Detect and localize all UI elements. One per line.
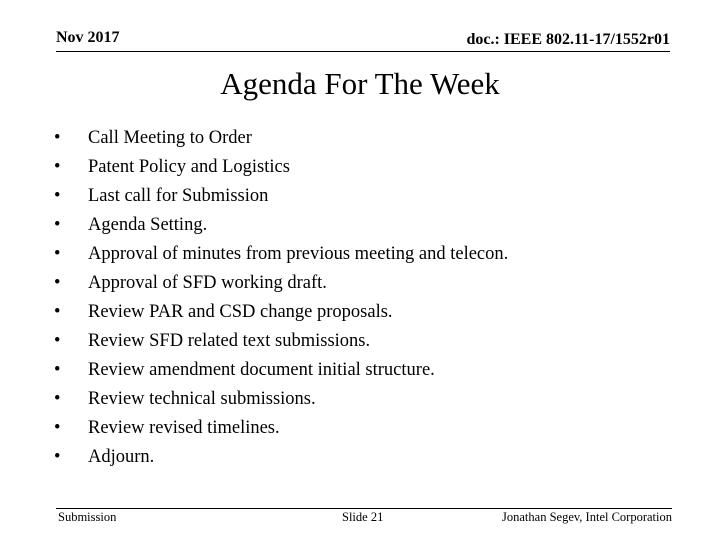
bullet-icon: • (54, 302, 61, 322)
agenda-item (54, 124, 508, 153)
slide-title: Agenda For The Week (220, 66, 500, 101)
header-doc-id: doc.: IEEE 802.11-17/1552r01 (466, 31, 670, 48)
bullet-icon: • (54, 360, 61, 380)
bullet-icon: • (54, 389, 61, 409)
agenda-item-text: Call Meeting to Order (88, 128, 252, 148)
agenda-item (54, 153, 508, 182)
bullet-icon: • (54, 186, 61, 206)
bullet-icon: • (54, 244, 61, 264)
agenda-item (54, 298, 508, 327)
agenda-item (54, 269, 508, 298)
agenda-item-text: Adjourn. (88, 447, 155, 467)
footer-author: Jonathan Segev, Intel Corporation (502, 510, 672, 524)
footer-divider (56, 508, 672, 509)
bullet-icon: • (54, 215, 61, 235)
agenda-list (54, 124, 508, 472)
agenda-item-text: Review SFD related text submissions. (88, 331, 371, 351)
agenda-item-text: Last call for Submission (88, 186, 269, 206)
bullet-icon: • (54, 331, 61, 351)
agenda-item-text: Approval of minutes from previous meeting and telecon. (88, 244, 509, 264)
agenda-item-text: Review technical submissions. (88, 389, 316, 409)
agenda-item (54, 385, 508, 414)
bullet-icon: • (54, 273, 61, 293)
bullet-icon: • (54, 157, 61, 177)
agenda-item-text: Review revised timelines. (88, 418, 280, 438)
agenda-item (54, 356, 508, 385)
header-date: Nov 2017 (56, 29, 120, 46)
agenda-item-text: Review amendment document initial structure. (88, 360, 435, 380)
agenda-item (54, 414, 508, 443)
bullet-icon: • (54, 128, 61, 148)
agenda-item (54, 240, 508, 269)
footer-submission: Submission (58, 510, 117, 524)
agenda-item-text: Review PAR and CSD change proposals. (88, 302, 393, 322)
header-divider (56, 51, 670, 52)
agenda-item (54, 211, 508, 240)
bullet-icon: • (54, 447, 61, 467)
footer-slide-number: Slide 21 (342, 510, 384, 524)
agenda-item (54, 327, 508, 356)
agenda-item (54, 443, 508, 472)
agenda-item-text: Patent Policy and Logistics (88, 157, 290, 177)
agenda-item (54, 182, 508, 211)
agenda-item-text: Agenda Setting. (88, 215, 208, 235)
agenda-item-text: Approval of SFD working draft. (88, 273, 327, 293)
bullet-icon: • (54, 418, 61, 438)
